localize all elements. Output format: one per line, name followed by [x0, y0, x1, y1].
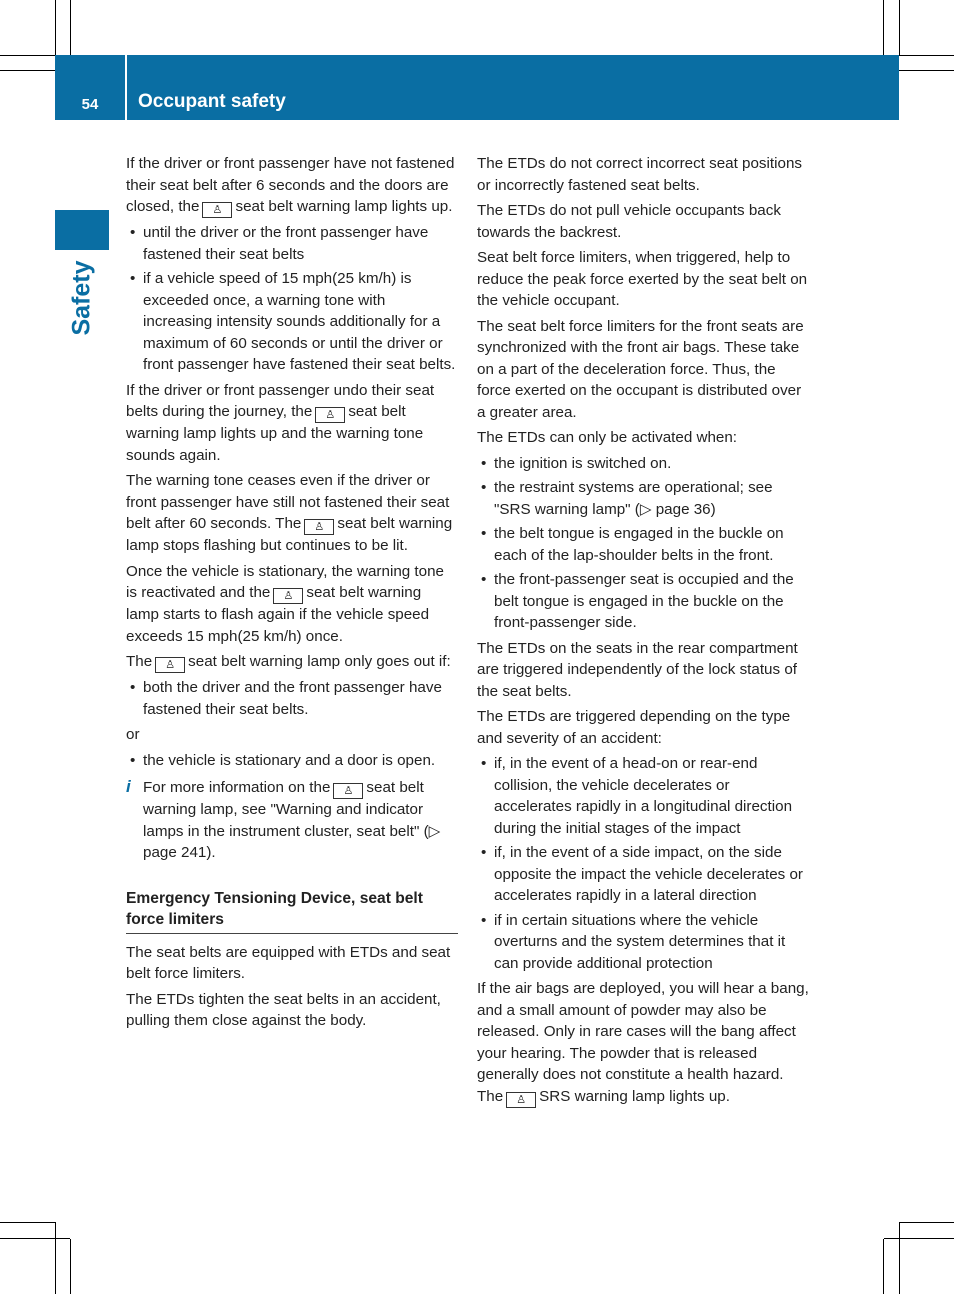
- crop-mark: [883, 1239, 884, 1294]
- paragraph: Once the vehicle is stationary, the warning tone is reactivated and the ♙ seat belt warning lamp starts to flash again if the vehicle speed exceeds 15 mph(25 km/h) once.: [126, 562, 444, 645]
- crop-mark: [0, 1222, 55, 1223]
- paragraph: The seat belts are equipped with ETDs and seat belt force limiters.: [126, 943, 451, 982]
- list-item: • if, in the event of a side impact, on the side opposite the impact the vehicle decelerates or accelerates rapidly in a lateral direction: [477, 842, 811, 907]
- crop-mark: [70, 0, 71, 55]
- crop-mark: [899, 1222, 900, 1294]
- paragraph: Seat belt force limiters, when triggered, help to reduce the peak force exerted by the seat belt on the vehicle occupant.: [477, 249, 808, 309]
- srs-warning-icon: ♙: [506, 1092, 536, 1108]
- paragraph: The seat belt force limiters for the front seats are synchronized with the front air bags. These take on a part of the deceleration force. Thus, the force exerted on the occupant is distributed over a greater area.: [477, 317, 804, 421]
- info-note: i For more information on the ♙ seat belt warning lamp, see "Warning and indicator lamps in the instrument cluster, seat belt" (▷ page 241).: [126, 777, 441, 861]
- bullet-list: [126, 222, 458, 376]
- page-number: 54: [81, 96, 99, 113]
- seat-belt-warning-icon: ♙: [273, 588, 303, 604]
- crop-mark: [884, 1238, 954, 1239]
- paragraph: The ETDs on the seats in the rear compartment are triggered independently of the lock status of the seat belts.: [477, 639, 798, 700]
- paragraph: The ♙ seat belt warning lamp only goes out if:: [126, 653, 451, 671]
- paragraph: The ETDs are triggered depending on the type and severity of an accident:: [477, 708, 791, 747]
- list-item: • if a vehicle speed of 15 mph(25 km/h) is exceeded once, a warning tone with increasing intensity sounds additionally for a maximum of 60 seconds or until the driver or front passenger have fastened their seat belts.: [126, 268, 458, 376]
- list-item: • the ignition is switched on.: [477, 453, 811, 475]
- paragraph: or: [126, 726, 140, 743]
- crop-mark: [899, 55, 954, 56]
- crop-mark: [0, 70, 55, 71]
- paragraph: The ETDs can only be activated when:: [477, 429, 738, 446]
- section-title: Occupant safety: [138, 91, 286, 112]
- info-icon: i: [126, 777, 131, 796]
- list-item: • the belt tongue is engaged in the buckle on each of the lap-shoulder belts in the front.: [477, 523, 811, 566]
- list-item: • if in certain situations where the vehicle overturns and the system determines that it can provide additional protection: [477, 910, 811, 975]
- bullet-list: [477, 753, 811, 974]
- subheading: Emergency Tensioning Device, seat belt force limiters: [126, 888, 458, 934]
- bullet-list: [126, 750, 458, 772]
- list-item: • the vehicle is stationary and a door is open.: [126, 750, 458, 772]
- list-item: • until the driver or the front passenger have fastened their seat belts: [126, 222, 458, 265]
- crop-mark: [883, 0, 884, 55]
- paragraph: If the driver or front passenger have not fastened their seat belt after 6 seconds and the doors are closed, the ♙ seat belt warning lamp lights up.: [126, 155, 455, 216]
- paragraph: The ETDs do not pull vehicle occupants back towards the backrest.: [477, 202, 781, 241]
- crop-mark: [899, 0, 900, 55]
- bullet-list: [477, 453, 811, 634]
- crop-mark: [0, 1238, 70, 1239]
- seat-belt-warning-icon: ♙: [304, 519, 334, 535]
- seat-belt-warning-icon: ♙: [202, 202, 232, 218]
- bullet-list: [126, 677, 458, 720]
- left-column: [126, 153, 458, 1036]
- crop-mark: [70, 1239, 71, 1294]
- list-item: • both the driver and the front passenger have fastened their seat belts.: [126, 677, 458, 720]
- crop-mark: [55, 0, 56, 55]
- list-item: • the restraint systems are operational; see "SRS warning lamp" (▷ page 36): [477, 477, 811, 520]
- crop-mark: [899, 1222, 954, 1223]
- seat-belt-warning-icon: ♙: [155, 657, 185, 673]
- side-tab-label: Safety: [67, 260, 96, 336]
- crop-mark: [55, 1222, 56, 1294]
- list-item: • the front-passenger seat is occupied and the belt tongue is engaged in the buckle on the front-passenger side.: [477, 569, 811, 634]
- crop-mark: [899, 70, 954, 71]
- paragraph: The warning tone ceases even if the driver or front passenger have still not fastened their seat belt after 60 seconds. The ♙ seat belt warning lamp stops flashing but continues to be lit.: [126, 472, 453, 554]
- side-tab: [55, 210, 109, 250]
- paragraph: The ETDs do not correct incorrect seat positions or incorrectly fastened seat belts.: [477, 155, 802, 194]
- right-column: [477, 153, 811, 1112]
- list-item: • if, in the event of a head-on or rear-end collision, the vehicle decelerates or accelerates rapidly in a longitudinal direction during the initial stages of the impact: [477, 753, 811, 839]
- paragraph: The ETDs tighten the seat belts in an accident, pulling them close against the body.: [126, 990, 441, 1029]
- header-divider: [125, 55, 127, 120]
- seat-belt-warning-icon: ♙: [333, 783, 363, 799]
- paragraph: If the air bags are deployed, you will hear a bang, and a small amount of powder may also be released. Only in rare cases will the bang affect your hearing. The powder that is released generally does not constitute a health hazard. The ♙ SRS warning lamp lights up.: [477, 980, 809, 1106]
- crop-mark: [0, 55, 55, 56]
- paragraph: If the driver or front passenger undo their seat belts during the journey, the ♙ seat belt warning lamp lights up and the warning tone sounds again.: [126, 381, 435, 464]
- seat-belt-warning-icon: ♙: [315, 407, 345, 423]
